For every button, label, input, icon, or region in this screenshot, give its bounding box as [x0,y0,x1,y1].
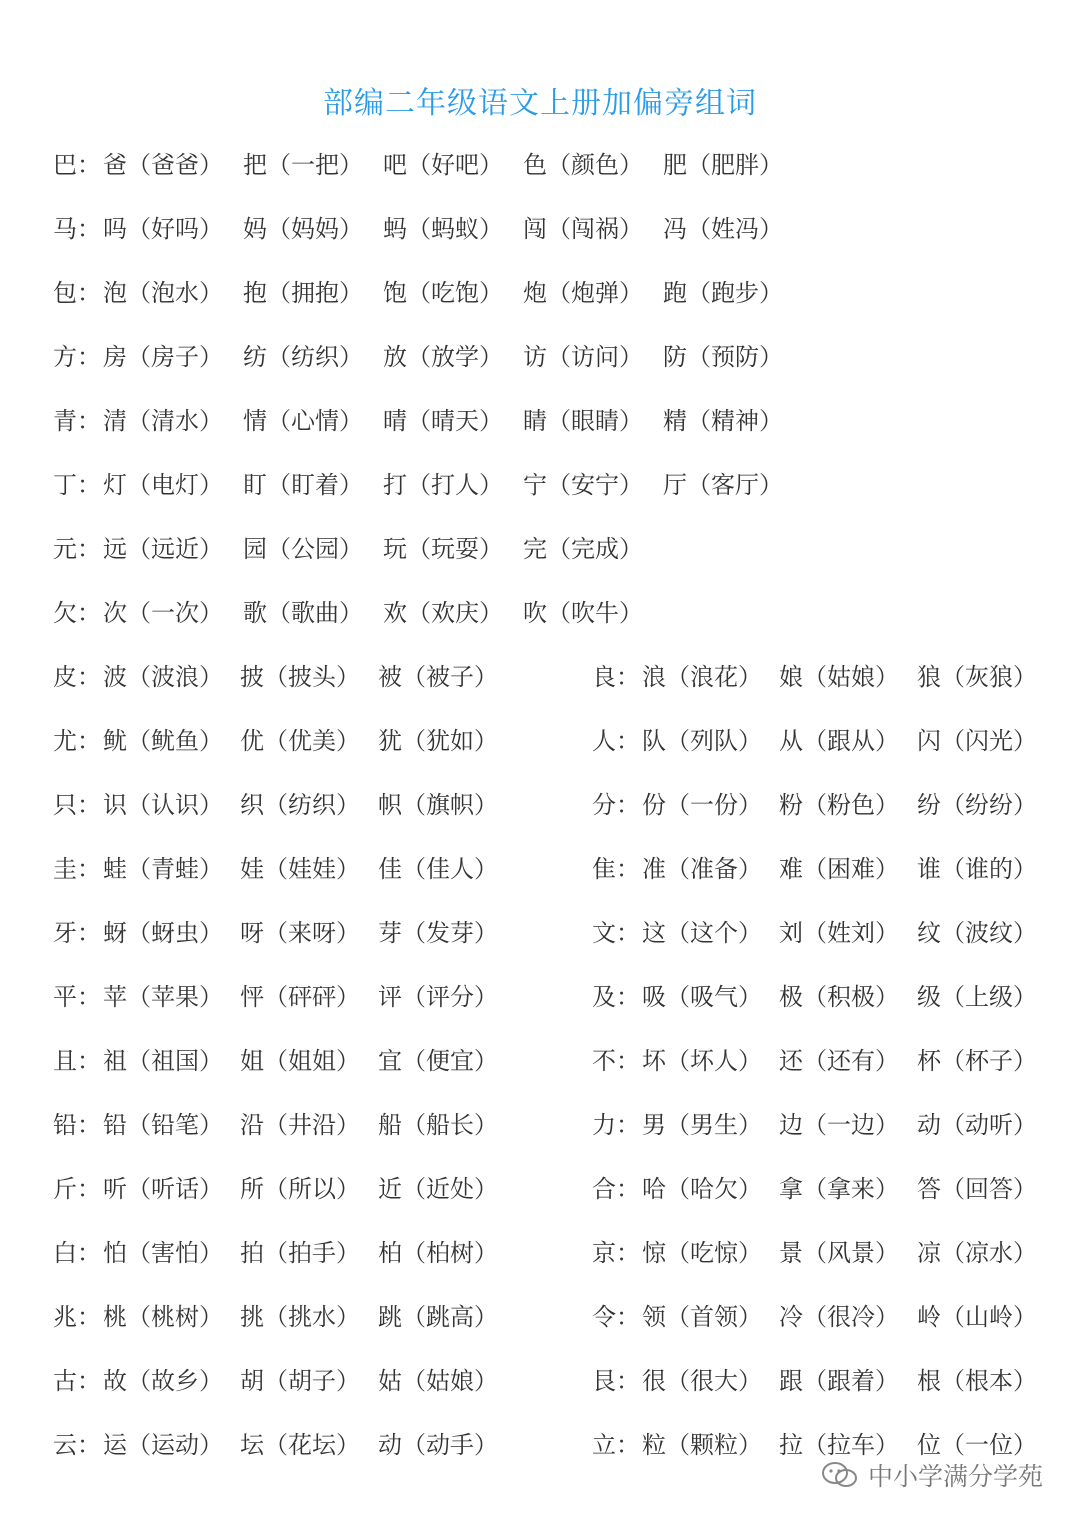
word-entry: 帜（旗帜） [378,791,498,819]
word-entry: 男（男生） [642,1111,762,1139]
radical-label: 圭： [53,855,101,883]
word-entry: 欢（欢庆） [383,599,503,627]
word-entry: 评（评分） [378,983,498,1011]
word-entry: 纺（纺织） [243,343,363,371]
word-entry: 姐（姐姐） [240,1047,360,1075]
word-entry: 娃（娃娃） [240,855,360,883]
radical-label: 令： [592,1303,640,1331]
word-entry: 跑（跑步） [663,279,783,307]
radical-label: 及： [592,983,640,1011]
word-entry: 跟（跟着） [779,1367,899,1395]
word-entry: 肥（肥胖） [663,151,783,179]
word-entry: 披（披头） [240,663,360,691]
word-entry: 谁（谁的） [917,855,1037,883]
word-entry: 景（风景） [779,1239,899,1267]
word-entry: 边（一边） [779,1111,899,1139]
word-entry: 准（准备） [642,855,762,883]
word-entry: 拉（拉车） [779,1431,899,1459]
word-entry: 吹（吹牛） [523,599,643,627]
word-entry: 波（波浪） [103,663,223,691]
word-entry: 鱿（鱿鱼） [103,727,223,755]
word-entry: 根（根本） [917,1367,1037,1395]
word-entry: 级（上级） [917,983,1037,1011]
word-entry: 泡（泡水） [103,279,223,307]
word-entry: 抱（拥抱） [243,279,363,307]
word-entry: 近（近处） [378,1175,498,1203]
watermark-text: 中小学满分学苑 [868,1462,1044,1491]
word-entry: 冷（很冷） [779,1303,899,1331]
word-entry: 饱（吃饱） [383,279,503,307]
word-entry: 听（听话） [103,1175,223,1203]
radical-row [0,1041,1080,1081]
word-entry: 犹（犹如） [378,727,498,755]
radical-label: 包： [53,279,101,307]
word-entry: 桃（桃树） [103,1303,223,1331]
radical-label: 不： [592,1047,640,1075]
word-entry: 吗（好吗） [103,215,223,243]
radical-label: 丁： [53,471,101,499]
word-entry: 柏（柏树） [378,1239,498,1267]
word-entry: 吸（吸气） [642,983,762,1011]
word-entry: 所（所以） [240,1175,360,1203]
radical-row [0,1105,1080,1145]
word-entry: 芽（发芽） [378,919,498,947]
word-entry: 吧（好吧） [383,151,503,179]
radical-label: 力： [592,1111,640,1139]
word-entry: 凉（凉水） [917,1239,1037,1267]
radical-row [0,1361,1080,1401]
word-entry: 灯（电灯） [103,471,223,499]
word-entry: 织（纺织） [240,791,360,819]
word-entry: 拿（拿来） [779,1175,899,1203]
radical-label: 斤： [53,1175,101,1203]
word-entry: 很（很大） [642,1367,762,1395]
word-entry: 粉（粉色） [779,791,899,819]
word-entry: 盯（盯着） [243,471,363,499]
word-entry: 识（认识） [103,791,223,819]
word-entry: 娘（姑娘） [779,663,899,691]
word-entry: 哈（哈欠） [642,1175,762,1203]
radical-label: 良： [592,663,640,691]
word-entry: 队（列队） [642,727,762,755]
word-entry: 动（动手） [378,1431,498,1459]
radical-row [0,1233,1080,1273]
radical-row [0,593,1080,633]
radical-row [0,401,1080,441]
word-entry: 杯（杯子） [917,1047,1037,1075]
watermark [820,1458,1043,1492]
radical-label: 马： [53,215,101,243]
word-entry: 蚜（蚜虫） [103,919,223,947]
word-entry: 被（被子） [378,663,498,691]
radical-row [0,1297,1080,1337]
radical-row [0,721,1080,761]
word-entry: 惊（吃惊） [642,1239,762,1267]
radical-label: 牙： [53,919,101,947]
radical-label: 古： [53,1367,101,1395]
word-entry: 睛（眼睛） [523,407,643,435]
word-entry: 刘（姓刘） [779,919,899,947]
word-entry: 访（访问） [523,343,643,371]
word-entry: 宁（安宁） [523,471,643,499]
word-entry: 晴（晴天） [383,407,503,435]
word-entry: 答（回答） [917,1175,1037,1203]
radical-row [0,273,1080,313]
word-entry: 防（预防） [663,343,783,371]
radical-label: 艮： [592,1367,640,1395]
word-entry: 岭（山岭） [917,1303,1037,1331]
radical-label: 且： [53,1047,101,1075]
page-title: 部编二年级语文上册加偏旁组词 [323,86,757,121]
radical-label: 合： [592,1175,640,1203]
word-entry: 厅（客厅） [663,471,783,499]
radical-row [0,657,1080,697]
word-entry: 情（心情） [243,407,363,435]
wechat-icon [820,1460,860,1490]
word-entry: 祖（祖国） [103,1047,223,1075]
radical-label: 平： [53,983,101,1011]
word-entry: 领（首领） [642,1303,762,1331]
word-entry: 呀（来呀） [240,919,360,947]
word-entry: 闯（闯祸） [523,215,643,243]
word-entry: 跳（跳高） [378,1303,498,1331]
word-entry: 妈（妈妈） [243,215,363,243]
radical-label: 兆： [53,1303,101,1331]
word-entry: 爸（爸爸） [103,151,223,179]
word-entry: 优（优美） [240,727,360,755]
word-entry: 挑（挑水） [240,1303,360,1331]
word-entry: 胡（胡子） [240,1367,360,1395]
word-entry: 清（清水） [103,407,223,435]
word-entry: 运（运动） [103,1431,223,1459]
word-entry: 完（完成） [523,535,643,563]
radical-label: 皮： [53,663,101,691]
radical-label: 欠： [53,599,101,627]
radical-row [0,977,1080,1017]
word-entry: 船（船长） [378,1111,498,1139]
radical-label: 分： [592,791,640,819]
radical-label: 只： [53,791,101,819]
word-entry: 远（远近） [103,535,223,563]
word-entry: 这（这个） [642,919,762,947]
word-entry: 难（困难） [779,855,899,883]
word-entry: 还（还有） [779,1047,899,1075]
radical-label: 人： [592,727,640,755]
word-entry: 炮（炮弹） [523,279,643,307]
radical-label: 文： [592,919,640,947]
radical-row [0,337,1080,377]
radical-label: 铅： [53,1111,101,1139]
radical-label: 方： [53,343,101,371]
word-entry: 从（跟从） [779,727,899,755]
word-entry: 蚂（蚂蚁） [383,215,503,243]
word-entry: 姑（姑娘） [378,1367,498,1395]
radical-label: 京： [592,1239,640,1267]
word-entry: 苹（苹果） [103,983,223,1011]
radical-row [0,785,1080,825]
word-entry: 蛙（青蛙） [103,855,223,883]
word-entry: 极（积极） [779,983,899,1011]
word-entry: 铅（铅笔） [103,1111,223,1139]
radical-row [0,529,1080,569]
word-entry: 次（一次） [103,599,223,627]
word-entry: 粒（颗粒） [642,1431,762,1459]
word-entry: 歌（歌曲） [243,599,363,627]
radical-label: 元： [53,535,101,563]
radical-row [0,465,1080,505]
word-entry: 把（一把） [243,151,363,179]
radical-row [0,849,1080,889]
word-entry: 怦（砰砰） [240,983,360,1011]
word-entry: 纹（波纹） [917,919,1037,947]
radical-label: 立： [592,1431,640,1459]
word-entry: 佳（佳人） [378,855,498,883]
word-entry: 玩（玩耍） [383,535,503,563]
word-entry: 纷（纷纷） [917,791,1037,819]
radical-row [0,209,1080,249]
word-entry: 故（故乡） [103,1367,223,1395]
radical-label: 巴： [53,151,101,179]
word-entry: 打（打人） [383,471,503,499]
word-entry: 放（放学） [383,343,503,371]
word-entry: 坛（花坛） [240,1431,360,1459]
word-entry: 宜（便宜） [378,1047,498,1075]
word-entry: 色（颜色） [523,151,643,179]
word-entry: 动（动听） [917,1111,1037,1139]
word-entry: 冯（姓冯） [663,215,783,243]
word-entry: 园（公园） [243,535,363,563]
word-entry: 份（一份） [642,791,762,819]
word-entry: 沿（井沿） [240,1111,360,1139]
word-entry: 浪（浪花） [642,663,762,691]
word-entry: 精（精神） [663,407,783,435]
radical-label: 白： [53,1239,101,1267]
word-entry: 房（房子） [103,343,223,371]
word-entry: 狼（灰狼） [917,663,1037,691]
word-entry: 闪（闪光） [917,727,1037,755]
radical-row [0,145,1080,185]
radical-row [0,913,1080,953]
radical-row [0,1169,1080,1209]
word-entry: 怕（害怕） [103,1239,223,1267]
radical-label: 尤： [53,727,101,755]
radical-label: 云： [53,1431,101,1459]
word-entry: 拍（拍手） [240,1239,360,1267]
word-entry: 坏（坏人） [642,1047,762,1075]
radical-label: 隹： [592,855,640,883]
radical-label: 青： [53,407,101,435]
word-entry: 位（一位） [917,1431,1037,1459]
